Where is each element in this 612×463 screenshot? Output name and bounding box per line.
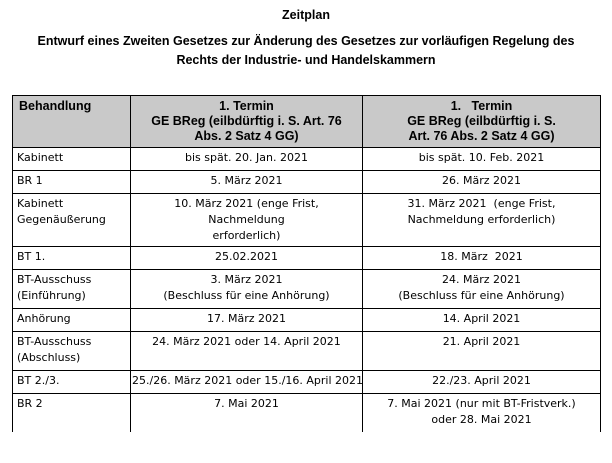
cell-text: Nachmeldung erforderlich) [407,213,556,226]
row-label [13,270,131,309]
table-row [13,270,601,309]
row-label-line: BT-Ausschuss [17,273,92,286]
row-label [13,394,131,433]
row-label-line: BT-Ausschuss [17,335,92,348]
term-2-cell [363,194,601,247]
row-label-line: BT 1. [17,250,46,263]
cell-text: bis spät. 10. Feb. 2021 [418,151,545,164]
cell-text: 5. März 2021 [210,174,283,187]
term-1-cell [131,270,363,309]
row-label-line: (Einführung) [17,289,86,302]
term-2-cell [363,270,601,309]
cell-text: 24. März 2021 oder 14. April 2021 [152,335,341,348]
row-label-line: Kabinett [17,151,64,164]
row-label-line: Kabinett [17,197,64,210]
row-label [13,194,131,247]
header-behandlung: Behandlung [13,96,131,148]
header-row [13,96,601,148]
term-1-cell [131,171,363,194]
term-1-cell [131,247,363,270]
cell-text: 10. März 2021 (enge Frist, Nachmeldung [174,197,319,226]
term-2-cell [363,394,601,433]
term-2-cell [363,171,601,194]
row-label [13,332,131,371]
header-term-1-line-3: Abs. 2 Satz 4 GG) [194,129,299,143]
table-row [13,309,601,332]
cell-text: erforderlich) [212,229,281,242]
row-label-line: BR 1 [17,174,43,187]
page-title: Zeitplan [282,8,330,22]
header-term-2 [363,96,601,148]
term-2-cell [363,148,601,171]
term-1-cell [131,309,363,332]
cell-text: (Beschluss für eine Anhörung) [163,289,330,302]
table-row [13,394,601,433]
header-term-1-line-1: 1. Termin [219,99,274,113]
cell-text: 21. April 2021 [442,335,521,348]
term-2-cell [363,332,601,371]
table-row [13,332,601,371]
row-label-line: Gegenäußerung [17,213,106,226]
cell-text: 14. April 2021 [442,312,521,325]
term-1-cell [131,394,363,433]
header-term-2-line-1: 1. Termin [450,99,513,113]
header-term-1 [131,96,363,148]
term-1-cell [131,194,363,247]
row-label-line: (Abschluss) [17,351,81,364]
row-label [13,171,131,194]
schedule-table [12,95,601,432]
cell-text: bis spät. 20. Jan. 2021 [185,151,308,164]
table-row [13,148,601,171]
row-label [13,247,131,270]
table-row [13,247,601,270]
cell-text: 25./26. März 2021 oder 15./16. April 2021 [132,374,364,387]
cell-text: 26. März 2021 [441,174,521,187]
cell-text: 7. Mai 2021 (nur mit BT-Fristverk.) [387,397,576,410]
term-1-cell [131,148,363,171]
table-row [13,171,601,194]
subtitle-line-1: Entwurf eines Zweiten Gesetzes zur Änderung des Gesetzes zur vorläufigen Regelung des [37,34,575,48]
row-label [13,371,131,394]
table-row [13,194,601,247]
cell-text: (Beschluss für eine Anhörung) [398,289,565,302]
cell-text: 22./23. April 2021 [432,374,531,387]
cell-text: 24. März 2021 [441,273,521,286]
term-1-cell [131,371,363,394]
header-term-2-line-2: GE BReg (eilbdürftig i. S. [407,114,556,128]
cell-text: 7. Mai 2021 [214,397,279,410]
row-label-line: BR 2 [17,397,43,410]
row-label-line: BT 2./3. [17,374,60,387]
term-2-cell [363,371,601,394]
cell-text: 25.02.2021 [215,250,278,263]
row-label [13,148,131,171]
header-term-2-line-3: Art. 76 Abs. 2 Satz 4 GG) [408,129,555,143]
term-2-cell [363,247,601,270]
term-2-cell [363,309,601,332]
row-label-line: Anhörung [17,312,71,325]
table-row [13,371,601,394]
subtitle-line-2: Rechts der Industrie- und Handelskammern [176,53,436,67]
cell-text: 3. März 2021 [210,273,283,286]
cell-text: oder 28. Mai 2021 [431,413,532,426]
cell-text: 17. März 2021 [206,312,286,325]
cell-text: 31. März 2021 (enge Frist, [407,197,556,210]
row-label [13,309,131,332]
header-term-1-line-2: GE BReg (eilbdürftig i. S. Art. 76 [151,114,342,128]
cell-text: 18. März 2021 [440,250,523,263]
term-1-cell [131,332,363,371]
